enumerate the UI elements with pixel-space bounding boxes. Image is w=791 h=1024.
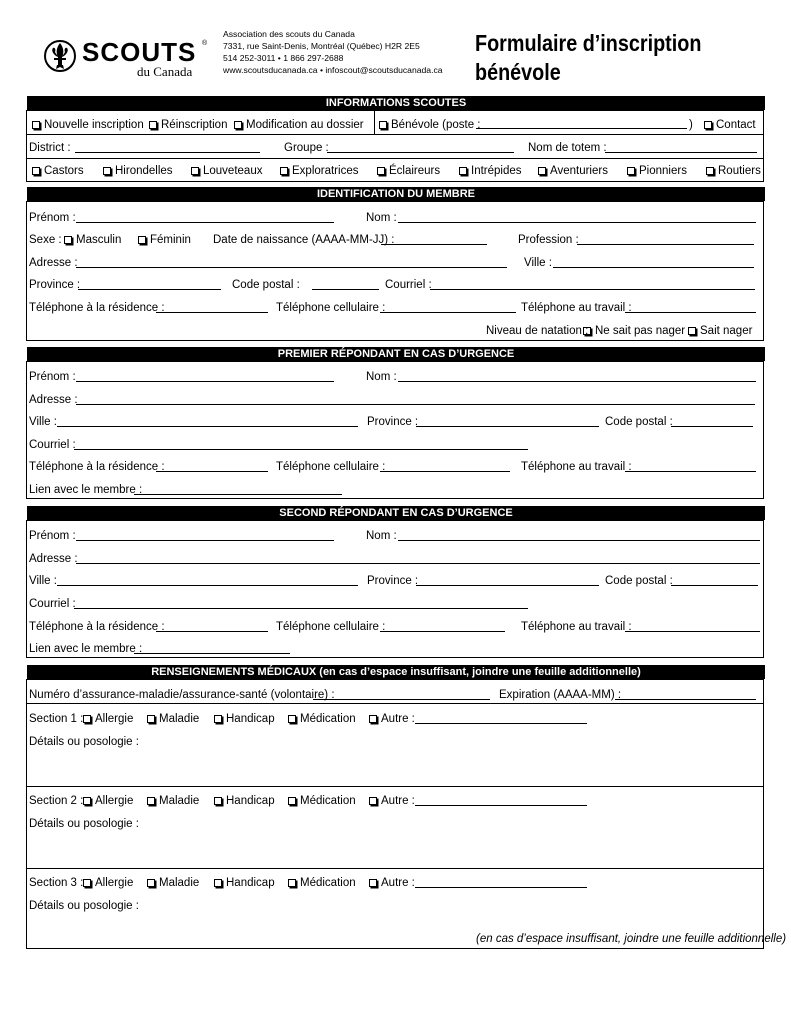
profession-field[interactable] bbox=[577, 244, 754, 245]
codepostal-field[interactable] bbox=[312, 289, 379, 290]
fleur-de-lis-icon bbox=[44, 38, 76, 74]
checkbox-icon bbox=[103, 167, 111, 175]
r1-prenom-label: Prénom : bbox=[29, 371, 76, 383]
checkbox-icon bbox=[32, 167, 40, 175]
checkbox-icon bbox=[83, 797, 91, 805]
checkbox-icon bbox=[64, 236, 72, 244]
med1-checkbox-autre[interactable]: Autre : bbox=[369, 712, 415, 726]
codepostal-label: Code postal : bbox=[232, 279, 300, 291]
r2-adresse-field[interactable] bbox=[76, 563, 760, 564]
r2-tel-cell-label: Téléphone cellulaire : bbox=[276, 621, 386, 633]
checkbox-icon bbox=[83, 715, 91, 723]
expiration-label: Expiration (AAAA-MM) : bbox=[499, 689, 622, 701]
district-field[interactable] bbox=[75, 152, 260, 153]
checkbox-icon bbox=[214, 879, 222, 887]
ville-field[interactable] bbox=[553, 267, 754, 268]
med3-checkbox-medication[interactable]: Médication bbox=[288, 876, 356, 890]
checkbox-icon bbox=[32, 121, 40, 129]
checkbox-icon bbox=[147, 879, 155, 887]
checkbox-icon bbox=[627, 167, 635, 175]
r1-tel-res-label: Téléphone à la résidence : bbox=[29, 461, 165, 473]
med2-details-label: Détails ou posologie : bbox=[29, 818, 139, 830]
prenom-field[interactable] bbox=[76, 222, 334, 223]
med2-checkbox-allergie[interactable]: Allergie bbox=[83, 794, 133, 808]
naissance-label: Date de naissance (AAAA-MM-JJ) : bbox=[213, 234, 395, 246]
province-field[interactable] bbox=[78, 289, 221, 290]
nom-field[interactable] bbox=[398, 222, 756, 223]
r1-nom-field[interactable] bbox=[398, 381, 756, 382]
med3-details-label: Détails ou posologie : bbox=[29, 900, 139, 912]
checkbox-routiers[interactable]: Routiers bbox=[706, 164, 761, 178]
checkbox-icon bbox=[369, 715, 377, 723]
form-title-line1: Formulaire d’inscription bbox=[475, 30, 702, 56]
checkbox-castors[interactable]: Castors bbox=[32, 164, 84, 178]
med2-autre-field[interactable] bbox=[415, 805, 587, 806]
checkbox-nouvelle-inscription[interactable]: Nouvelle inscription bbox=[32, 118, 144, 132]
checkbox-icon bbox=[379, 121, 387, 129]
r1-province-label: Province : bbox=[367, 416, 419, 428]
med-section-2-label: Section 2 : bbox=[29, 795, 84, 807]
assurance-label: Numéro d’assurance-maladie/assurance-santé (volontaire) : bbox=[29, 689, 335, 701]
courriel-label: Courriel : bbox=[385, 279, 432, 291]
ville-label: Ville : bbox=[524, 257, 552, 269]
totem-label: Nom de totem : bbox=[528, 142, 607, 154]
checkbox-icon bbox=[706, 167, 714, 175]
groupe-label: Groupe : bbox=[284, 142, 329, 154]
sexe-label: Sexe : bbox=[29, 234, 62, 246]
org-phones: 514 252-3011 • 1 866 297-2688 bbox=[223, 53, 344, 63]
r1-codepostal-label: Code postal : bbox=[605, 416, 673, 428]
checkbox-icon bbox=[369, 797, 377, 805]
r2-lien-label: Lien avec le membre : bbox=[29, 643, 143, 655]
checkbox-icon bbox=[191, 167, 199, 175]
med3-checkbox-handicap[interactable]: Handicap bbox=[214, 876, 275, 890]
med-section-3-label: Section 3 : bbox=[29, 877, 84, 889]
med2-checkbox-handicap[interactable]: Handicap bbox=[214, 794, 275, 808]
district-label: District : bbox=[29, 142, 71, 154]
checkbox-hirondelles[interactable]: Hirondelles bbox=[103, 164, 173, 178]
r2-province-field[interactable] bbox=[416, 585, 599, 586]
checkbox-reinscription[interactable]: Réinscription bbox=[149, 118, 227, 132]
r2-tel-res-field[interactable] bbox=[156, 631, 268, 632]
r2-tel-res-label: Téléphone à la résidence : bbox=[29, 621, 165, 633]
section-header-second-repondant: SECOND RÉPONDANT EN CAS D’URGENCE bbox=[27, 506, 765, 520]
expiration-field[interactable] bbox=[615, 699, 756, 700]
r2-lien-field[interactable] bbox=[134, 653, 290, 654]
tel-res-field[interactable] bbox=[156, 312, 268, 313]
r1-lien-field[interactable] bbox=[134, 494, 342, 495]
r1-lien-label: Lien avec le membre : bbox=[29, 484, 143, 496]
courriel-field[interactable] bbox=[430, 289, 755, 290]
med2-checkbox-autre[interactable]: Autre : bbox=[369, 794, 415, 808]
groupe-field[interactable] bbox=[327, 152, 514, 153]
r2-ville-label: Ville : bbox=[29, 575, 57, 587]
r2-nom-label: Nom : bbox=[366, 530, 397, 542]
med2-checkbox-medication[interactable]: Médication bbox=[288, 794, 356, 808]
section-header-medical: RENSEIGNEMENTS MÉDICAUX (en cas d’espace insuffisant, joindre une feuille additionnelle) bbox=[27, 665, 765, 679]
checkbox-icon bbox=[280, 167, 288, 175]
province-label: Province : bbox=[29, 279, 81, 291]
r2-tel-trav-label: Téléphone au travail : bbox=[521, 621, 632, 633]
checkbox-exploratrices[interactable]: Exploratrices bbox=[280, 164, 358, 178]
checkbox-contact[interactable]: Contact bbox=[704, 118, 756, 132]
r1-adresse-label: Adresse : bbox=[29, 394, 78, 406]
logo-registered: ® bbox=[202, 40, 208, 47]
org-name: Association des scouts du Canada bbox=[223, 29, 355, 39]
benevole-paren: ) bbox=[689, 119, 693, 131]
profession-label: Profession : bbox=[518, 234, 579, 246]
checkbox-icon bbox=[688, 327, 696, 335]
org-web: www.scoutsducanada.ca • infoscout@scoutsducanada.ca bbox=[223, 65, 443, 75]
checkbox-icon bbox=[214, 715, 222, 723]
checkbox-sait-nager[interactable]: Sait nager bbox=[688, 324, 752, 338]
r1-prenom-field[interactable] bbox=[76, 381, 334, 382]
org-address: 7331, rue Saint-Denis, Montréal (Québec) H2R 2E5 bbox=[223, 41, 420, 51]
tel-res-label: Téléphone à la résidence : bbox=[29, 302, 165, 314]
checkbox-pionniers[interactable]: Pionniers bbox=[627, 164, 687, 178]
adresse-field[interactable] bbox=[76, 267, 507, 268]
r2-courriel-label: Courriel : bbox=[29, 598, 76, 610]
r1-province-field[interactable] bbox=[416, 426, 599, 427]
checkbox-masculin[interactable]: Masculin bbox=[64, 233, 121, 247]
benevole-poste-field[interactable] bbox=[476, 128, 687, 129]
med3-autre-field[interactable] bbox=[415, 887, 587, 888]
logo-sub: du Canada bbox=[137, 64, 193, 79]
checkbox-icon bbox=[149, 121, 157, 129]
totem-field[interactable] bbox=[605, 152, 757, 153]
r2-courriel-field[interactable] bbox=[74, 608, 528, 609]
r2-codepostal-label: Code postal : bbox=[605, 575, 673, 587]
med2-checkbox-maladie[interactable]: Maladie bbox=[147, 794, 199, 808]
med3-checkbox-maladie[interactable]: Maladie bbox=[147, 876, 199, 890]
checkbox-icon bbox=[538, 167, 546, 175]
r1-adresse-field[interactable] bbox=[76, 404, 755, 405]
r1-ville-label: Ville : bbox=[29, 416, 57, 428]
checkbox-intrepides[interactable]: Intrépides bbox=[459, 164, 522, 178]
checkbox-benevole[interactable]: Bénévole (poste : bbox=[379, 118, 481, 132]
r1-ville-field[interactable] bbox=[57, 426, 358, 427]
checkbox-icon bbox=[704, 121, 712, 129]
checkbox-icon bbox=[583, 327, 591, 335]
med1-details-label: Détails ou posologie : bbox=[29, 736, 139, 748]
checkbox-louveteaux[interactable]: Louveteaux bbox=[191, 164, 262, 178]
section-header-identification: IDENTIFICATION DU MEMBRE bbox=[27, 187, 765, 201]
checkbox-icon bbox=[234, 121, 242, 129]
naissance-field[interactable] bbox=[381, 244, 487, 245]
r1-codepostal-field[interactable] bbox=[671, 426, 753, 427]
checkbox-icon bbox=[147, 797, 155, 805]
assurance-field[interactable] bbox=[313, 699, 490, 700]
r2-adresse-label: Adresse : bbox=[29, 553, 78, 565]
medical-footnote: (en cas d’espace insuffisant, joindre une feuille additionnelle) bbox=[476, 933, 787, 945]
prenom-label: Prénom : bbox=[29, 212, 76, 224]
r1-tel-res-field[interactable] bbox=[156, 471, 268, 472]
r2-ville-field[interactable] bbox=[57, 585, 358, 586]
r1-nom-label: Nom : bbox=[366, 371, 397, 383]
checkbox-eclaireurs[interactable]: Éclaireurs bbox=[377, 164, 440, 178]
section-header-premier-repondant: PREMIER RÉPONDANT EN CAS D’URGENCE bbox=[27, 347, 765, 361]
checkbox-aventuriers[interactable]: Aventuriers bbox=[538, 164, 608, 178]
logo-word: SCOUTS bbox=[82, 37, 197, 67]
nom-label: Nom : bbox=[366, 212, 397, 224]
r1-courriel-label: Courriel : bbox=[29, 439, 76, 451]
tel-trav-label: Téléphone au travail : bbox=[521, 302, 632, 314]
r1-tel-cell-field[interactable] bbox=[380, 471, 510, 472]
checkbox-icon bbox=[459, 167, 467, 175]
tel-cell-label: Téléphone cellulaire : bbox=[276, 302, 386, 314]
natation-label: Niveau de natation : bbox=[486, 325, 589, 337]
r2-tel-cell-field[interactable] bbox=[380, 631, 505, 632]
med3-checkbox-allergie[interactable]: Allergie bbox=[83, 876, 133, 890]
med-section-1-label: Section 1 : bbox=[29, 713, 84, 725]
checkbox-feminin[interactable]: Féminin bbox=[138, 233, 191, 247]
r2-codepostal-field[interactable] bbox=[671, 585, 758, 586]
checkbox-icon bbox=[288, 715, 296, 723]
tel-trav-field[interactable] bbox=[625, 312, 756, 313]
checkbox-icon bbox=[288, 797, 296, 805]
r2-province-label: Province : bbox=[367, 575, 419, 587]
r2-nom-field[interactable] bbox=[398, 540, 760, 541]
checkbox-icon bbox=[147, 715, 155, 723]
r1-courriel-field[interactable] bbox=[74, 449, 528, 450]
med1-checkbox-handicap[interactable]: Handicap bbox=[214, 712, 275, 726]
med1-autre-field[interactable] bbox=[415, 723, 587, 724]
tel-cell-field[interactable] bbox=[380, 312, 516, 313]
checkbox-icon bbox=[83, 879, 91, 887]
med1-checkbox-maladie[interactable]: Maladie bbox=[147, 712, 199, 726]
checkbox-icon bbox=[377, 167, 385, 175]
checkbox-ne-sait-pas-nager[interactable]: Ne sait pas nager bbox=[583, 324, 685, 338]
section-header-informations-scoutes: INFORMATIONS SCOUTES bbox=[27, 96, 765, 110]
r2-prenom-label: Prénom : bbox=[29, 530, 76, 542]
r1-tel-cell-label: Téléphone cellulaire : bbox=[276, 461, 386, 473]
checkbox-icon bbox=[369, 879, 377, 887]
med1-checkbox-medication[interactable]: Médication bbox=[288, 712, 356, 726]
adresse-label: Adresse : bbox=[29, 257, 78, 269]
checkbox-modification[interactable]: Modification au dossier bbox=[234, 118, 364, 132]
scouts-logo bbox=[44, 37, 208, 82]
r1-tel-trav-label: Téléphone au travail : bbox=[521, 461, 632, 473]
med3-checkbox-autre[interactable]: Autre : bbox=[369, 876, 415, 890]
checkbox-icon bbox=[138, 236, 146, 244]
checkbox-icon bbox=[214, 797, 222, 805]
r2-tel-trav-field[interactable] bbox=[625, 631, 760, 632]
form-title-line2: bénévole bbox=[475, 59, 561, 85]
r2-prenom-field[interactable] bbox=[76, 540, 334, 541]
med1-checkbox-allergie[interactable]: Allergie bbox=[83, 712, 133, 726]
r1-tel-trav-field[interactable] bbox=[625, 471, 756, 472]
checkbox-icon bbox=[288, 879, 296, 887]
